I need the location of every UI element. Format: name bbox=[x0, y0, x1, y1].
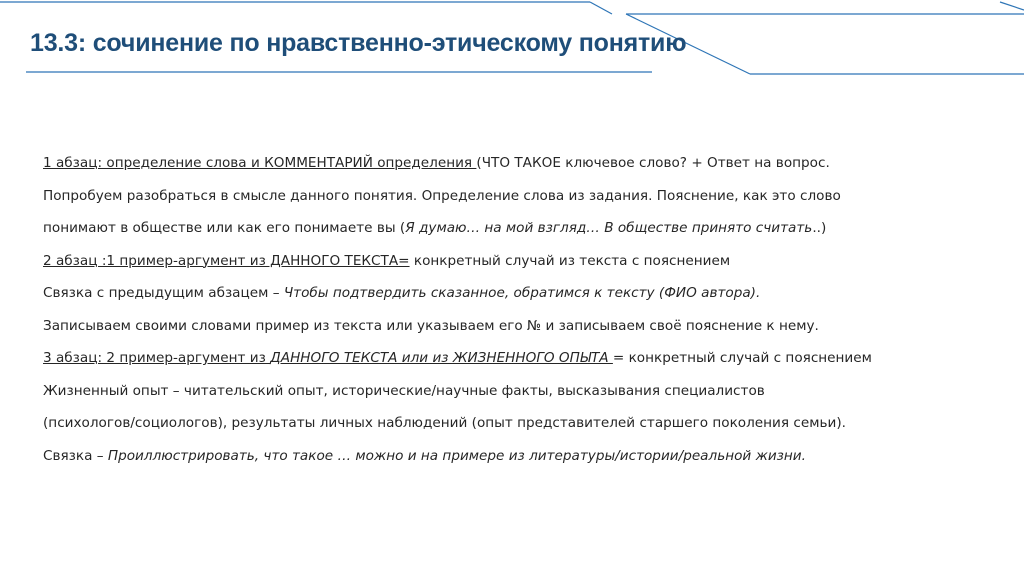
paragraph-3-heading bbox=[43, 342, 1003, 375]
header-corner-line bbox=[1000, 2, 1024, 10]
paragraph-1-task: (ЧТО ТАКОЕ ключевое слово? + Ответ на вопрос. bbox=[476, 155, 830, 171]
paragraph-2-task: конкретный случай из текста с пояснением bbox=[409, 252, 731, 269]
paragraph-3-experience-text: Жизненный опыт – читательский опыт, исторические/научные факты, высказывания специалистов bbox=[43, 382, 765, 399]
paragraph-2-label: 2 абзац :1 пример-аргумент из ДАННОГО ТЕКСТА= bbox=[43, 252, 410, 269]
paragraph-2-heading bbox=[43, 245, 1003, 278]
paragraph-3-source: ДАННОГО ТЕКСТА или из ЖИЗНЕННОГО ОПЫТА bbox=[270, 350, 613, 366]
paragraph-1-example-phrases: Я думаю… на мой взгляд… В обществе принято считать bbox=[405, 220, 813, 236]
paragraph-1-closing: ..) bbox=[812, 220, 827, 236]
paragraph-3-link-label: Связка – bbox=[43, 447, 108, 464]
paragraph-1-instruction-text: Попробуем разобраться в смысле данного понятия. Определение слова из задания. Пояснение, как это слово bbox=[43, 187, 841, 204]
paragraph-2-link-label: Связка с предыдущим абзацем – bbox=[43, 285, 284, 301]
paragraph-1-label: 1 абзац: определение слова и КОММЕНТАРИЙ определения bbox=[43, 155, 477, 171]
paragraph-1-instruction bbox=[43, 180, 1003, 213]
header-diagonal-line-left bbox=[590, 2, 612, 14]
paragraph-3-label: 3 абзац: 2 пример-аргумент из bbox=[43, 350, 271, 366]
paragraph-1-instruction-continued bbox=[43, 212, 1003, 245]
paragraph-2-instruction-text: Записываем своими словами пример из текста или указываем его № и записываем своё пояснение к нему. bbox=[43, 317, 819, 334]
paragraph-3-link bbox=[43, 440, 1003, 473]
paragraph-3-task: = конкретный случай с пояснением bbox=[612, 350, 872, 366]
paragraph-1-instruction-text-2: понимают в обществе или как его понимаете вы ( bbox=[43, 220, 406, 236]
paragraph-2-link bbox=[43, 277, 1003, 310]
paragraph-2-instruction bbox=[43, 310, 1003, 343]
paragraph-3-link-phrase: Проиллюстрировать, что такое … можно и на примере из литературы/истории/реальной жизни. bbox=[107, 447, 806, 464]
slide-content bbox=[43, 147, 1003, 472]
paragraph-1-heading bbox=[43, 147, 1003, 180]
paragraph-3-experience-continued bbox=[43, 407, 1003, 440]
paragraph-2-link-phrase: Чтобы подтвердить сказанное, обратимся к тексту (ФИО автора). bbox=[283, 285, 761, 301]
paragraph-3-experience bbox=[43, 375, 1003, 408]
paragraph-3-experience-text-2: (психологов/социологов), результаты личных наблюдений (опыт представителей старшего поколения семьи). bbox=[43, 415, 846, 431]
slide-title: 13.3: сочинение по нравственно-этическому понятию bbox=[30, 29, 687, 57]
